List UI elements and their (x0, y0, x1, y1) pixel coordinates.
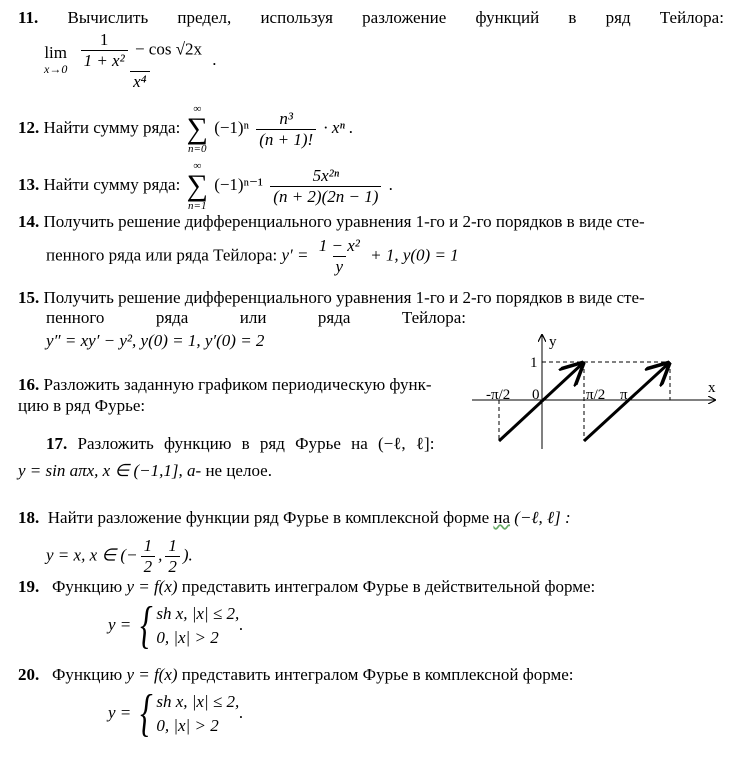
word-na: на (493, 508, 511, 527)
frac-den: (n + 1)! (256, 129, 316, 150)
factor: (−1)ⁿ⁻¹ (214, 174, 264, 194)
sum-icon: ∑ (186, 112, 208, 145)
tick-pi: π (620, 387, 628, 403)
problem-18-line2 (46, 536, 193, 577)
case-2: 0, |x| > 2 (156, 716, 219, 735)
brace-icon: { (139, 685, 153, 742)
interval: (−ℓ, ℓ] : (514, 508, 571, 527)
sawtooth-segment (499, 364, 582, 441)
sum-icon: ∑ (186, 169, 208, 202)
problem-text: Найти сумму ряда: (43, 117, 181, 137)
limit-formula (44, 30, 217, 92)
end: . (239, 702, 244, 722)
inner-num: 1 (99, 30, 109, 49)
word: Вычислить (67, 8, 149, 27)
word: в (568, 8, 577, 27)
word: или (239, 308, 267, 327)
comma: , (158, 545, 163, 565)
problem-text: Получить решение дифференциального уравнения 1-го и 2-го порядков в виде сте- (43, 212, 645, 231)
sum-bottom: n=1 (188, 200, 207, 212)
problem-number: 19. (18, 577, 40, 596)
denominator: x⁴ (130, 71, 149, 92)
problem-number: 13. (18, 174, 40, 194)
word: разложение (362, 8, 447, 27)
end: . (239, 614, 244, 634)
sum-top: ∞ (193, 103, 202, 115)
tick-neg-pi-2: -π/2 (486, 387, 511, 403)
problem-17-line1 (46, 434, 434, 454)
sum-top: ∞ (193, 160, 202, 172)
problem-17-line2 (18, 461, 272, 481)
equation: y″ = xy′ − y², y(0) = 1, y′(0) = 2 (46, 331, 265, 350)
cos-term: − cos √2x (134, 39, 203, 59)
x-label: x (708, 380, 716, 396)
problem-text: пенного ряда или ряда Тейлора: (46, 245, 278, 265)
problem-number: 15. (18, 288, 40, 307)
frac-num: 1 (168, 536, 177, 555)
y-label: y (549, 334, 557, 350)
sum-bottom: n=0 (188, 143, 207, 155)
word: предел, (177, 8, 232, 27)
word: Тейлора: (659, 8, 724, 27)
factor: (−1)ⁿ (214, 117, 249, 137)
period: . (212, 49, 217, 69)
guide-lines (499, 362, 670, 441)
problem-text: Разложить функцию в ряд Фурье на (77, 434, 368, 453)
frac-den: (n + 2)(2n − 1) (270, 186, 381, 207)
word: ряда (317, 308, 351, 327)
problem-number: 11. (18, 8, 39, 27)
problem-number: 12. (18, 117, 40, 137)
problem-15-line2 (46, 308, 466, 328)
problem-11-line (18, 8, 724, 28)
tick-0: 0 (532, 387, 540, 403)
brace-icon: { (139, 597, 153, 654)
problem-18-line1 (18, 508, 571, 528)
problem-12 (18, 103, 353, 155)
problem-number: 17. (46, 434, 68, 453)
word: Тейлора: (401, 308, 466, 327)
frac-den: y (333, 256, 347, 277)
problem-text: Функцию (52, 577, 123, 596)
word: ряда (155, 308, 189, 327)
word: ряд (605, 8, 631, 27)
eq-lhs: y′ = (281, 245, 309, 265)
function: y = f(x) (126, 577, 178, 596)
case-1: sh x, |x| ≤ 2, (156, 692, 240, 711)
problem-text: представить интегралом Фурье в комплексной форме: (181, 665, 574, 684)
problem-19-line1 (18, 577, 595, 597)
problem-text: Найти разложение функции ряд Фурье в комплексной форме (47, 508, 490, 527)
eq-rhs: + 1, y(0) = 1 (370, 245, 459, 265)
problem-text: цию в ряд Фурье: (18, 396, 146, 415)
case-1: sh x, |x| ≤ 2, (156, 604, 240, 623)
var-a: a (187, 461, 196, 480)
word: пенного (46, 308, 105, 327)
problem-text: Разложить заданную графиком периодическую функ- (43, 375, 432, 394)
word: используя (260, 8, 333, 27)
problem-14-line2 (46, 236, 459, 277)
piecewise-19 (108, 597, 244, 654)
interval: (−ℓ, ℓ]: (378, 434, 435, 453)
problem-15-line1 (18, 288, 645, 308)
sawtooth-graph (470, 325, 730, 465)
frac-num: 1 (143, 536, 153, 555)
tail: - не целое. (195, 461, 272, 480)
inner-den: 1 + x² (81, 50, 128, 71)
problem-number: 20. (18, 665, 40, 684)
lhs: y = (108, 702, 132, 722)
tail: . (388, 174, 393, 194)
lhs: y = (108, 614, 132, 634)
frac-den: 2 (165, 556, 180, 577)
tick-1: 1 (530, 355, 538, 371)
piecewise-20 (108, 685, 244, 742)
equation: y = x, x ∈ (− (46, 545, 138, 565)
problem-text: Функцию (52, 665, 123, 684)
case-2: 0, |x| > 2 (156, 628, 219, 647)
function: y = f(x) (126, 665, 178, 684)
end: ). (182, 545, 193, 565)
lim: lim (44, 43, 67, 62)
tail: · xⁿ . (323, 117, 354, 137)
tick-pi-2: π/2 (586, 387, 606, 403)
problem-text: Получить решение дифференциального уравнения 1-го и 2-го порядков в виде сте- (43, 288, 645, 307)
problem-14-line1 (18, 212, 645, 232)
problem-number: 18. (18, 508, 40, 527)
problem-16-line1 (18, 375, 432, 395)
frac-num: 1 − x² (318, 236, 360, 255)
problem-20-line1 (18, 665, 573, 685)
problem-number: 16. (18, 375, 40, 394)
frac-num: n³ (279, 108, 293, 128)
frac-num: 5x²ⁿ (312, 165, 340, 185)
problem-text: Найти сумму ряда: (43, 174, 181, 194)
problem-text: представить интегралом Фурье в действительной форме: (181, 577, 596, 596)
equation: y = sin aπx, x ∈ (−1,1], (18, 461, 183, 480)
word: функций (475, 8, 540, 27)
lim-sub: x→0 (44, 62, 68, 76)
frac-den: 2 (141, 556, 156, 577)
problem-13 (18, 160, 393, 212)
problem-number: 14. (18, 212, 40, 231)
